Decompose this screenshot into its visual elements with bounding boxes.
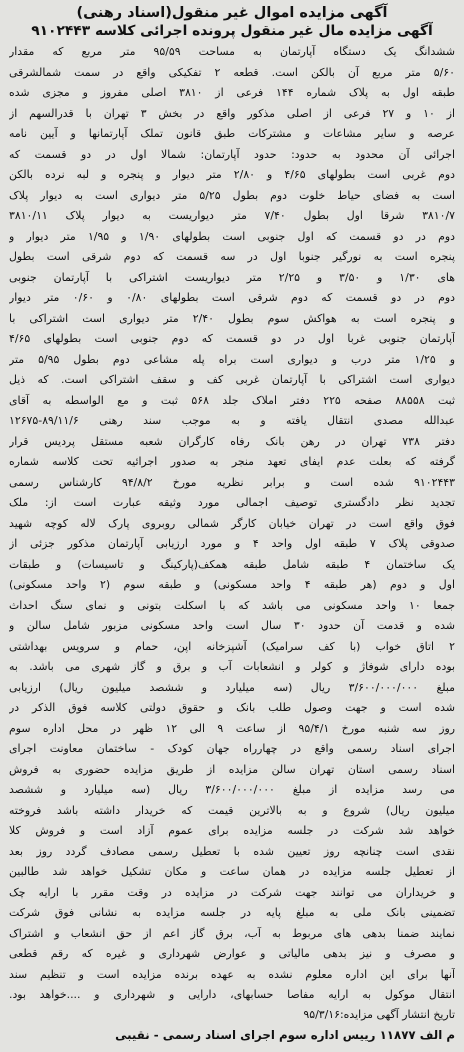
body-line: دوم در دو قسمت که اول جنوبی است بطولهای ۱/۹۰ و ۱/۹۵ متر دیوار و xyxy=(9,229,455,243)
body-line: و مصرف و نیز بدهی مالیاتی و عوارض شهرداری و غیره که رقم قطعی xyxy=(9,947,455,960)
body-line: های ۱/۳۰ و ۳/۵۰ و ۲/۲۵ متر دیواریست اشتراکی با آپارتمان جنوبی xyxy=(9,270,455,284)
footer-signature: رییس اداره سوم اجرای اسناد رسمی - نقیبی xyxy=(115,1027,376,1042)
body-line: دوم در دو قسمت که دوم شرقی است بطولهای ۰/۸۰ و ۰/۶۰ متر دیوار xyxy=(9,291,455,304)
body-line: روز سه شنبه مورخ ۹۵/۴/۱ از ساعت ۹ الی ۱۲ ظهر در محل اداره سوم xyxy=(9,721,455,735)
body-line: نمایند ضمنا بدهی های مربوط به آب، برق گاز اعم از حق انشعاب و اشتراک xyxy=(9,926,455,940)
body-line: عبدالله مصدی انتقال یافته و به موجب سند رهنی ۸۹/۱۱/۶-۱۲۶۷۵ xyxy=(9,414,455,427)
body-line: پنجره است به نورگیر جنوبا اول در سه قسمت که دوم شرقی است بطول xyxy=(9,250,455,263)
notice-footer xyxy=(9,1025,455,1045)
body-line: و ۱/۲۵ متر درب و دیواری است براه پله مشاعی دوم بطول ۵/۹۵ متر xyxy=(9,352,455,366)
body-line: ۵/۶۰ متر مربع آن بالکن است. قطعه ۲ تفکیکی واقع در سمت شمالشرقی xyxy=(9,65,455,79)
body-line: نقدی است چنانچه روز تعیین شده با تعطیل رسمی مصادف گردد روز بعد xyxy=(9,844,455,858)
footer-code: م الف ۱۱۸۷۷ xyxy=(379,1027,455,1042)
body-line: اسناد رسمی استان تهران سالن مزایده از طریق مزایده حضوری به فروش xyxy=(9,762,455,776)
body-line: جمعا ۱۰ واحد مسکونی می باشد که با اسکلت بتونی و نمای سنگ احداث xyxy=(9,598,455,612)
body-line: آنها برای این اداره معلوم نشده به عهده برنده مزایده است و تنظیم سند xyxy=(9,967,455,981)
body-line: و پنجره است به هواکش سوم بطول ۲/۴۰ متر دیواری است اشتراکی با xyxy=(9,311,455,325)
body-line: تجدید نظر دادگستری توصیف اجمالی مورد وثیقه عبارت است از: ملک xyxy=(9,496,455,509)
body-line: اجرائی آن محدود به حدود: حدود آپارتمان: شمالا اول در دو قسمت که xyxy=(9,147,455,161)
body-line: ۹۱۰۲۴۴۳ شده است و برابر نظریه مورخ ۹۴/۸/۲ کارشناس رسمی xyxy=(9,475,455,489)
notice-title: آگهی مزایده اموال غیر منقول(اسناد رهنی) xyxy=(76,5,388,21)
body-line: شده است و جهت وصول طلب بانک و حقوق دولتی کلاسه فوق الذکر در xyxy=(9,701,455,714)
body-line: دوم غربی است بطولهای ۴/۶۵ و ۲/۸۰ متر دیوار و پنجره و لبه نرده بالکن xyxy=(9,168,455,181)
body-line: است به فضای حیاط خلوت دوم بطول ۵/۲۵ متر دیواری است به دیوار پلاک xyxy=(9,188,455,202)
body-line: یک ساختمان ۴ طبقه شامل طبقه همکف(پارکینگ و تاسیسات) و طبقات xyxy=(9,557,455,571)
body-line: طبقه اول به پلاک شماره ۱۴۴ فرعی از ۳۸۱۰ اصلی مفروز و مجزی شده xyxy=(9,86,455,99)
body-line: می رسد مزایده از مبلغ ۳/۶۰۰/۰۰۰/۰۰۰ ریال (سه میلیارد و ششصد xyxy=(9,783,455,796)
body-line: و خریداران می توانند جهت شرکت در مزایده در وقت مقرر با ارایه چک xyxy=(9,885,455,899)
body-line: شده و قدمت آن حدود ۳۰ سال است واحد مسکونی مزبور شامل سالن و xyxy=(9,619,455,632)
body-line: از ۱۰ و ۲۷ فرعی از اصلی مذکور واقع در بخش ۳ تهران با قدرالسهم از xyxy=(9,106,455,120)
body-line: تضمینی بانک ملی به مبلغ پایه در جلسه مزایده به نشانی فوق شرکت xyxy=(9,906,455,919)
body-line: عرصه و سایر مشاعات و مشترکات طبق قانون تملک آپارتمانها و آیین نامه xyxy=(9,127,455,140)
body-line: انتقال موکول به ارایه مفاصا حسابهای، دارایی و شهرداری و ....خواهد بود. xyxy=(9,988,455,1001)
publish-date: تاریخ انتشار آگهی مزایده:۹۵/۳/۱۶ xyxy=(303,1007,455,1021)
body-line: اجرای اسناد رسمی واقع در چهارراه جهان کودک - ساختمان معاونت اجرای xyxy=(9,742,455,755)
body-line: فوق واقع است در تهران خیابان کارگر شمالی روبروی پارک لاله کوچه شهید xyxy=(9,516,455,530)
body-line: مبلغ ۳/۶۰۰/۰۰۰/۰۰۰ ریال (سه میلیارد و ششصد میلیون ریال) ارزیابی xyxy=(9,680,455,694)
body-line: ششدانگ یک دستگاه آپارتمان به مساحت ۹۵/۵۹ متر مربع که مقدار xyxy=(9,45,455,58)
body-line: بوده دارای شوفاژ و کولر و انشعابات آب و برق و گاز شهری می باشد. به xyxy=(9,660,455,673)
body-line: گرفته که بعلت عدم ایفای تعهد منجر به صدور اجرائیه تحت کلاسه شماره xyxy=(9,455,455,468)
notice-body xyxy=(9,42,455,1006)
body-line: میلیون ریال) شروع و به بالاترین قیمت که خریدار داشته باشد فروخته xyxy=(9,803,455,817)
body-line: خواهد شد شرکت در جلسه مزایده برای عموم آزاد است و فروش کلا xyxy=(9,824,455,837)
body-line: ۳۸۱۰/۷ شرقا اول بطول ۷/۴۰ متر دیواریست به دیوار پلاک ۳۸۱۰/۱۱ xyxy=(9,209,455,222)
body-line: ۲ اتاق خواب (با کف سرامیک) آشپزخانه اپن، حمام و سرویس بهداشتی xyxy=(9,639,455,653)
body-line: آپارتمان جنوبی غربا اول در دو قسمت که دوم جنوبی است بطولهای ۴/۶۵ xyxy=(9,332,455,345)
body-line: صدوقی پلاک ۷ طبقه اول واحد ۴ و مورد ارزیابی آپارتمان مذکور جزئی از xyxy=(9,537,455,550)
body-line: از تعطیل جلسه مزایده در همان ساعت و مکان تشکیل خواهد شد طالبین xyxy=(9,865,455,878)
body-line: دفتر ۷۳۸ تهران در رهن بانک رفاه کارگران شعبه مستقل پردیس قرار xyxy=(9,434,455,448)
body-line: اول و دوم (هر طبقه ۴ واحد مسکونی) و طبقه سوم (۲ واحد مسکونی) xyxy=(9,578,455,591)
body-line: ثبت ۸۸۵۵۸ صفحه ۲۲۵ دفتر املاک جلد ۵۶۸ ثبت و مع الواسطه به آقای xyxy=(9,393,455,407)
notice-subtitle: آگهی مزایده مال غیر منقول پرونده اجرائی کلاسه ۹۱۰۲۴۴۳ xyxy=(31,23,433,39)
body-line: دیواری است اشتراکی با آپارتمان غربی کف و سقف اشتراکی است. که ذیل xyxy=(9,373,455,386)
